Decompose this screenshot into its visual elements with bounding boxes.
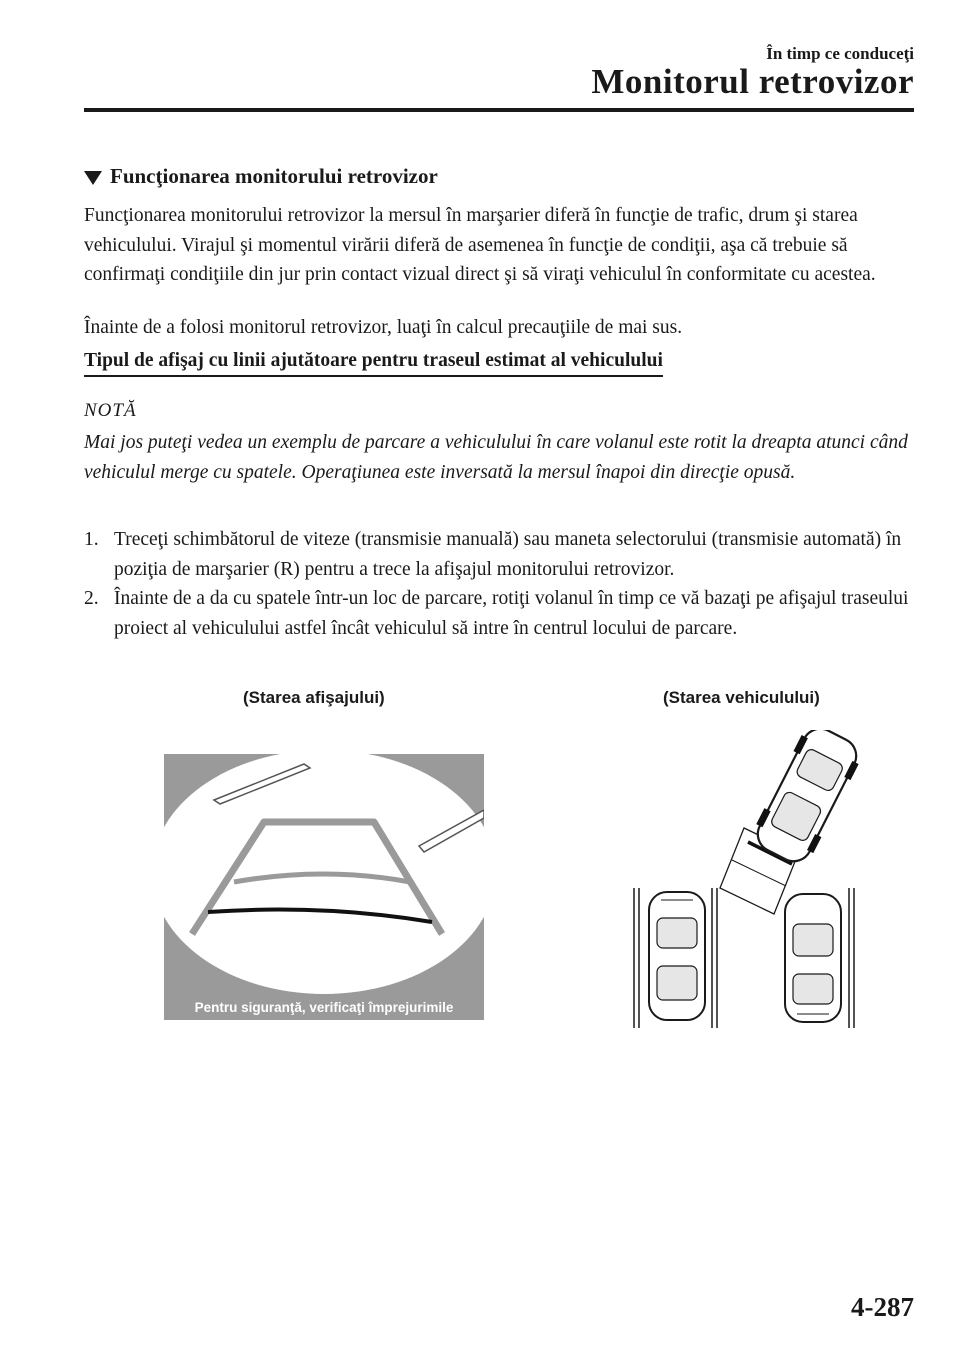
chapter-subtitle: În timp ce conduceţi xyxy=(766,44,914,63)
step-item xyxy=(84,525,924,584)
header-divider xyxy=(84,108,914,112)
body-paragraph-1: Funcţionarea monitorului retrovizor la mersul în marşarier diferă în funcţie de trafic, drum şi starea vehiculului. Virajul şi momentul virării diferă de asemenea în funcţie de condiţii, aşa că trebuie să confirmaţi condiţiile din jur prin contact vizual direct şi să viraţi vehiculul în conformitate cu acestea. xyxy=(84,205,876,285)
body-paragraph-2: Înainte de a folosi monitorul retrovizor, luaţi în calcul precauţiile de mai sus. xyxy=(84,317,683,338)
note-label: NOTĂ xyxy=(84,400,137,421)
section-heading xyxy=(84,164,438,189)
screen-safety-message: Pentru siguranţă, verificaţi împrejurimile xyxy=(194,1000,454,1015)
step-item xyxy=(84,584,924,643)
triangle-bullet-icon xyxy=(84,171,102,185)
display-type-subheading: Tipul de afişaj cu linii ajutătoare pentru traseul estimat al vehiculului xyxy=(84,350,663,377)
note-text: Mai jos puteţi vedea un exemplu de parcare a vehiculului în care volanul este rotit la dreapta atunci când vehiculul merge cu spatele. Operaţiunea este inversată la mersul înapoi din direcţie opusă. xyxy=(84,432,908,483)
page-title: Monitorul retrovizor xyxy=(591,62,914,101)
monitor-display-illustration xyxy=(164,754,484,1020)
step-number: 1. xyxy=(84,529,99,550)
vehicle-state-illustration xyxy=(620,730,870,1030)
page-number: 4-287 xyxy=(851,1292,914,1322)
step-text: Treceţi schimbătorul de viteze (transmisie manuală) sau maneta selectorului (transmisie automată) în poziţia de marşarier (R) pentru a trece la afişajul monitorului retrovizor. xyxy=(114,529,902,580)
reversing-car xyxy=(748,730,866,869)
section-heading-text: Funcţionarea monitorului retrovizor xyxy=(110,164,438,188)
step-text: Înainte de a da cu spatele într-un loc de parcare, rotiţi volanul în timp ce vă bazaţi pe afişajul traseului proiect al vehiculului astfel încât vehiculul să intre în centrul locului de parcare. xyxy=(114,588,909,639)
parked-car-right xyxy=(785,894,841,1022)
vehicle-state-caption: (Starea vehiculului) xyxy=(663,688,820,707)
display-state-caption: (Starea afişajului) xyxy=(243,688,385,707)
parked-car-left xyxy=(649,892,705,1020)
step-number: 2. xyxy=(84,588,99,609)
steps-list xyxy=(84,525,924,643)
